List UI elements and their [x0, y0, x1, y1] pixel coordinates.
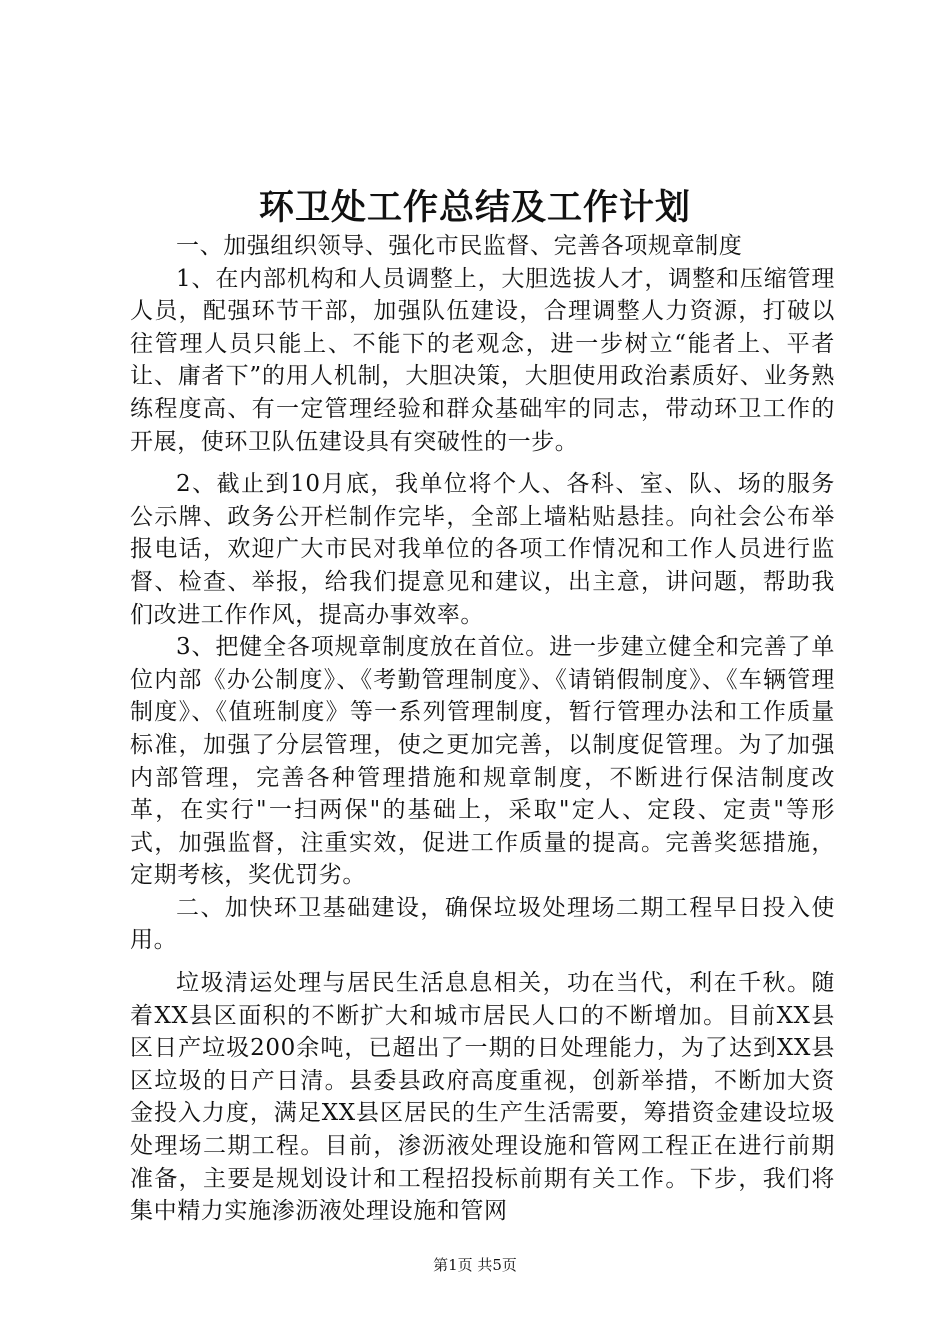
section-heading-2: 二、加快环卫基础建设，确保垃圾处理场二期工程早日投入使用。 — [130, 894, 835, 954]
document-title: 环卫处工作总结及工作计划 — [258, 187, 691, 228]
body-paragraph: 垃圾清运处理与居民生活息息相关，功在当代，利在千秋。随着XX县区面积的不断扩大和城市居民人口的不断增加。目前XX县区日产垃圾200余吨，已超出了一期的日处理能力，为了达到XX县区垃圾的日产日清。县委县政府高度重视，创新举措，不断加大资金投入力度，满足XX县区居民的生产生活需要，筹措资金建设垃圾处理场二期工程。目前，渗沥液处理设施和管网工程正在进行前期准备，主要是规划设计和工程招投标前期有关工作。下步，我们将集中精力实施渗沥液处理设施和管网 — [130, 970, 835, 1225]
body-paragraph: 3、把健全各项规章制度放在首位。进一步建立健全和完善了单位内部《办公制度》、《考勤管理制度》、《请销假制度》、《车辆管理制度》、《值班制度》等一系列管理制度，暂行管理办法和工作质量标准，加强了分层管理，使之更加完善，以制度促管理。为了加强内部管理，完善各种管理措施和规章制度，不断进行保洁制度改革，在实行"一扫两保"的基础上，采取"定人、定段、定责"等形式，加强监督，注重实效，促进工作质量的提高。完善奖惩措施，定期考核，奖优罚劣。 — [130, 634, 835, 889]
section-heading-1: 一、加强组织领导、强化市民监督、完善各项规章制度 — [176, 233, 743, 259]
page-footer: 第1页 共5页 — [433, 1256, 517, 1274]
body-paragraph: 2、截止到10月底，我单位将个人、各科、室、队、场的服务公示牌、政务公开栏制作完毕，全部上墙粘贴悬挂。向社会公布举报电话，欢迎广大市民对我单位的各项工作情况和工作人员进行监督、检查、举报，给我们提意见和建议，出主意，讲问题，帮助我们改进工作作风，提高办事效率。 — [130, 471, 835, 628]
body-paragraph: 1、在内部机构和人员调整上，大胆选拔人才，调整和压缩管理人员，配强环节干部，加强队伍建设，合理调整人力资源，打破以往管理人员只能上、不能下的老观念，进一步树立“能者上、平者让、庸者下”的用人机制，大胆决策，大胆使用政治素质好、业务熟练程度高、有一定管理经验和群众基础牢的同志，带动环卫工作的开展，使环卫队伍建设具有突破性的一步。 — [130, 265, 835, 455]
document-body — [130, 230, 835, 1228]
